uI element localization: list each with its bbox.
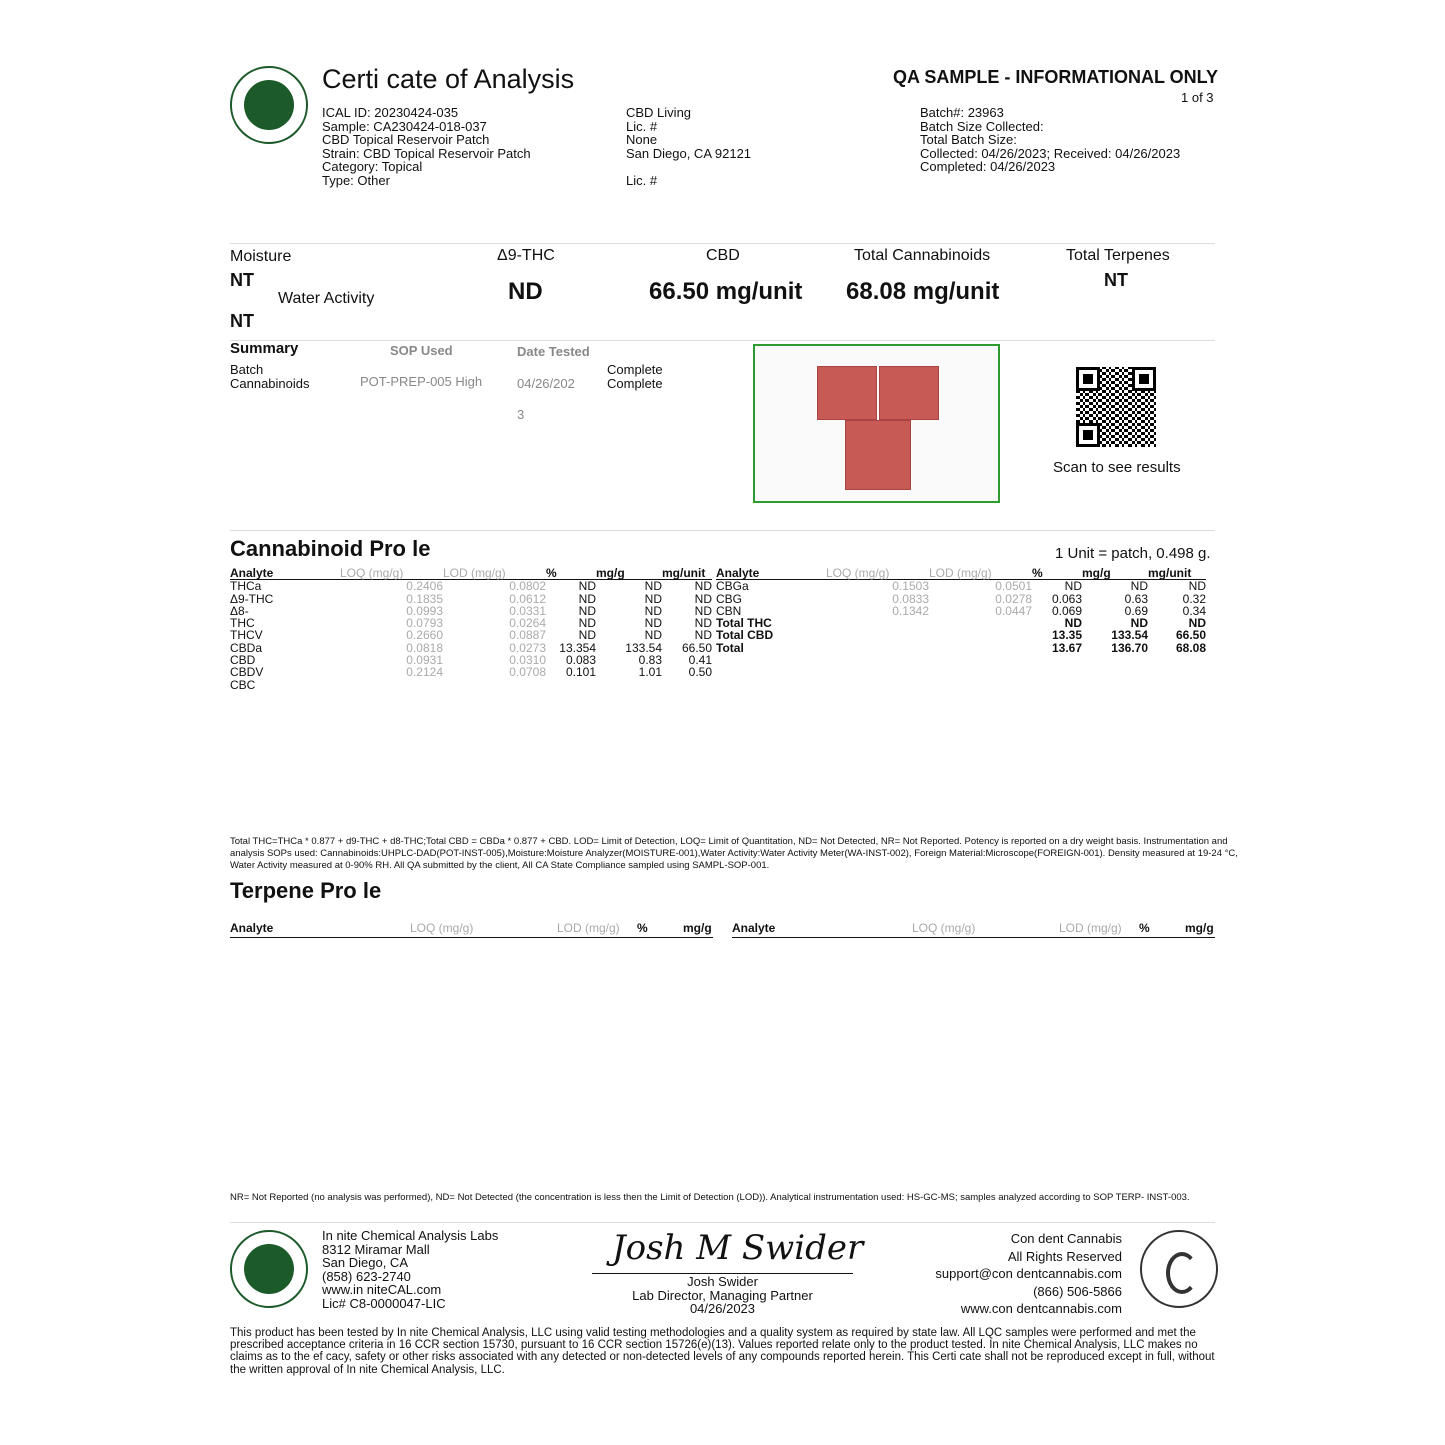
- table-cell: 66.50: [681, 640, 712, 655]
- table-cell: ND: [644, 579, 662, 594]
- table-cell: CBDV: [230, 665, 264, 680]
- summary-title: Summary: [230, 340, 299, 357]
- table-cell: 133.54: [1111, 628, 1148, 643]
- confident-cannabis-seal-icon: [1140, 1230, 1218, 1308]
- table-cell: [662, 679, 712, 691]
- table-cell: 0.1503: [892, 579, 929, 594]
- table-cell: 0.101: [565, 665, 596, 680]
- water-activity-label: Water Activity: [278, 290, 375, 307]
- cannabinoid-table-left: Analyte LOQ (mg/g) LOD (mg/g) % mg/g mg/unit THCa 0.2406 0.0802 ND ND ND Δ9-THC 0.1835 0.0612 ND ND ND Δ8- 0.0993 0.0331 ND ND ND THC 0.0793 0.0264 ND ND ND THCV 0.2660 0.0887 ND ND ND CBDa 0.0818 0.0273 13.354 133.54 66.50 CBD 0.0931 0.0310 0.083 0.83 0.41 CBDV 0.2124 0.0708 0.101 1.01 0.50 CBC: [230, 566, 712, 692]
- table-cell: ND: [1064, 579, 1082, 594]
- table-cell: Total CBD: [716, 628, 774, 643]
- table-cell: ND: [644, 616, 662, 631]
- table-cell: 0.063: [1051, 591, 1082, 606]
- confident-info: Con dent Cannabis All Rights Reserved support@con dentcannabis.com (866) 506-5866 www.con dentcannabis.com: [935, 1231, 1122, 1317]
- table-cell: CBG: [716, 591, 743, 606]
- disclaimer: This product has been tested by In nite Chemical Analysis, LLC using valid testing methodologies and a quality system as required by state law. All LQC samples were performed and met the prescribed acceptance criteria in 16 CCR section 15730, pursuant to 16 CCR section 15726(e)(13). Values reported relate only to the product tested. In nite Chemical Analysis, LLC makes no claims as to the ef cacy, safety or other risks associated with any detected or non-detected levels of any compounds reported herein. This Certi cate shall not be reproduced except in full, without the written approval of In nite Chemical Analysis, LLC.: [230, 1327, 1215, 1376]
- table-cell: THCa: [230, 579, 262, 594]
- table-cell: 0.0310: [509, 653, 546, 668]
- table-cell: 0.0278: [995, 591, 1032, 606]
- table-cell: ND: [644, 603, 662, 618]
- terpene-footnote: NR= Not Reported (no analysis was performed), ND= Not Detected (the concentration is less then the Limit of Detection (LOD)). Analytical instrumentation used: HS-GC-MS; samples analyzed according to SOP TERP- INST-003.: [230, 1192, 1190, 1203]
- table-cell: [826, 642, 929, 654]
- table-cell: 0.0501: [995, 579, 1032, 594]
- table-cell: 0.0273: [509, 640, 546, 655]
- table-cell: ND: [578, 579, 596, 594]
- table-cell: ND: [694, 628, 712, 643]
- signature: Josh M Swider: [612, 1228, 864, 1268]
- table-cell: [546, 679, 596, 691]
- table-cell: 0.1342: [892, 603, 929, 618]
- date-tested-1: 04/26/202: [517, 376, 575, 391]
- signer-info: Josh Swider Lab Director, Managing Partner 04/26/2023: [632, 1274, 813, 1316]
- table-cell: Δ9-THC: [230, 591, 274, 606]
- qr-code-icon[interactable]: [1076, 367, 1156, 447]
- table-cell: ND: [694, 579, 712, 594]
- table-row: [230, 617, 712, 629]
- table-cell: ND: [578, 591, 596, 606]
- total-cannabinoids-value: 68.08 mg/unit: [846, 278, 1000, 305]
- table-cell: 0.32: [1182, 591, 1206, 606]
- table-cell: 0.0331: [509, 603, 546, 618]
- lab-address: In nite Chemical Analysis Labs 8312 Miramar Mall San Diego, CA (858) 623-2740 www.in niteCAL.com Lic# C8-0000047-LIC: [322, 1228, 499, 1311]
- table-cell: ND: [1130, 579, 1148, 594]
- table-row: [230, 580, 712, 593]
- summary-row-labels: Batch Cannabinoids: [230, 362, 310, 391]
- table-cell: ND: [1188, 579, 1206, 594]
- table-cell: 0.0264: [509, 616, 546, 631]
- table-cell: 0.0818: [406, 640, 443, 655]
- batch-info: Batch#: 23963 Batch Size Collected: Total Batch Size: Collected: 04/26/2023; Received: 04/26/2023 Completed: 04/26/2023: [920, 105, 1181, 174]
- table-cell: ND: [578, 628, 596, 643]
- table-row: [230, 629, 712, 641]
- moisture-value: NT: [230, 270, 254, 290]
- table-cell: 1.01: [638, 665, 662, 680]
- cannabinoid-title: Cannabinoid Pro le: [230, 536, 431, 561]
- table-cell: 0.34: [1182, 603, 1206, 618]
- table-cell: CBDa: [230, 640, 263, 655]
- moisture-label: Moisture: [230, 248, 292, 265]
- table-cell: [826, 629, 929, 641]
- table-cell: 0.0793: [406, 616, 443, 631]
- table-cell: ND: [1064, 616, 1082, 631]
- thc-label: Δ9-THC: [497, 247, 555, 264]
- table-cell: 0.0993: [406, 603, 443, 618]
- table-cell: THC: [230, 616, 255, 631]
- table-cell: 0.2660: [406, 628, 443, 643]
- cbd-value: 66.50 mg/unit: [649, 278, 803, 305]
- table-cell: 68.08: [1175, 640, 1206, 655]
- page-number: 1 of 3: [1181, 90, 1214, 105]
- table-cell: ND: [578, 603, 596, 618]
- water-activity-value: NT: [230, 311, 254, 331]
- table-cell: 136.70: [1111, 640, 1148, 655]
- table-cell: [929, 642, 1032, 654]
- table-cell: 0.83: [638, 653, 662, 668]
- table-row: [716, 629, 1206, 641]
- table-cell: 0.0612: [509, 591, 546, 606]
- table-cell: ND: [694, 603, 712, 618]
- qr-caption: Scan to see results: [1053, 459, 1181, 476]
- table-cell: 0.0931: [406, 653, 443, 668]
- table-cell: ND: [644, 591, 662, 606]
- table-cell: 0.083: [565, 653, 596, 668]
- table-cell: 0.63: [1124, 591, 1148, 606]
- table-cell: [826, 617, 929, 629]
- table-cell: CBC: [230, 677, 256, 692]
- table-row: [230, 666, 712, 678]
- date-tested-2: 3: [517, 407, 525, 422]
- total-terpenes-label: Total Terpenes: [1066, 247, 1170, 264]
- table-cell: 13.35: [1051, 628, 1082, 643]
- unit-note: 1 Unit = patch, 0.498 g.: [1055, 545, 1211, 562]
- table-cell: 0.50: [688, 665, 712, 680]
- table-cell: Δ8-: [230, 603, 249, 618]
- thc-value: ND: [508, 278, 543, 305]
- lab-logo: [230, 66, 308, 144]
- table-cell: ND: [1188, 616, 1206, 631]
- table-cell: CBGa: [716, 579, 749, 594]
- table-cell: ND: [1130, 616, 1148, 631]
- table-cell: 13.354: [559, 640, 596, 655]
- date-header: Date Tested: [517, 344, 590, 359]
- table-cell: [340, 679, 443, 691]
- table-cell: 0.0447: [995, 603, 1032, 618]
- terpene-title: Terpene Pro le: [230, 878, 382, 903]
- table-cell: 0.0708: [509, 665, 546, 680]
- table-cell: 0.0802: [509, 579, 546, 594]
- table-cell: [443, 679, 546, 691]
- table-cell: [929, 629, 1032, 641]
- table-cell: 0.41: [688, 653, 712, 668]
- total-cannabinoids-label: Total Cannabinoids: [854, 247, 991, 264]
- table-cell: 133.54: [625, 640, 662, 655]
- table-cell: ND: [694, 616, 712, 631]
- total-terpenes-value: NT: [1104, 270, 1128, 290]
- table-cell: 0.069: [1051, 603, 1082, 618]
- sop-used: POT-PREP-005 High: [360, 374, 483, 389]
- table-cell: 0.69: [1124, 603, 1148, 618]
- page-title: Certi cate of Analysis: [322, 64, 575, 94]
- table-cell: Total: [716, 640, 744, 655]
- table-row: [716, 580, 1206, 593]
- table-cell: CBN: [716, 603, 742, 618]
- table-cell: [596, 679, 662, 691]
- table-cell: 0.0887: [509, 628, 546, 643]
- table-cell: 0.2124: [406, 665, 443, 680]
- table-row: [716, 642, 1206, 654]
- table-row: [230, 593, 712, 605]
- table-cell: Total THC: [716, 616, 772, 631]
- table-cell: ND: [644, 628, 662, 643]
- sop-header: SOP Used: [390, 343, 453, 358]
- cbd-label: CBD: [706, 247, 740, 264]
- table-row: [230, 679, 712, 691]
- sample-info: ICAL ID: 20230424-035 Sample: CA230424-018-037 CBD Topical Reservoir Patch Strain: CBD Topical Reservoir Patch Category: Topical Type: Other: [322, 105, 531, 188]
- client-info: CBD Living Lic. # None San Diego, CA 92121 Lic. #: [626, 105, 752, 188]
- cannabinoid-footnote: Total THC=THCa * 0.877 + d9-THC + d8-THC;Total CBD = CBDa * 0.877 + CBD. LOD= Limit of Detection, LOQ= Limit of Quantitation, ND= Not Detected, NR= Not Reported. Potency is reported on a dry weight basis. Instrumentation and analysis SOPs used: Cannabinoids:UHPLC-DAD(POT-INST-005),Moisture:Moisture Analyzer(MOISTURE-001),Water Activity:Water Activity Meter(WA-INST-002), Foreign Material:Microscope(FOREIGN-001). Density measured at 19-24 °C, Water Activity measured at 0-90% RH. All QA submitted by the client, All CA State Compliance sampled using SAMPL-SOP-001.: [230, 836, 1238, 871]
- table-cell: ND: [578, 616, 596, 631]
- table-cell: 0.0833: [892, 591, 929, 606]
- table-cell: 0.1835: [406, 591, 443, 606]
- table-cell: CBD: [230, 653, 256, 668]
- table-cell: THCV: [230, 628, 263, 643]
- summary-status: Complete Complete: [607, 362, 663, 391]
- footer-lab-logo: [230, 1230, 308, 1308]
- table-cell: 13.67: [1051, 640, 1082, 655]
- table-cell: [929, 617, 1032, 629]
- table-cell: ND: [694, 591, 712, 606]
- product-photo: [753, 344, 1000, 503]
- cannabinoid-table-right: Analyte LOQ (mg/g) LOD (mg/g) % mg/g mg/unit CBGa 0.1503 0.0501 ND ND ND CBG 0.0833 0.0278 0.063 0.63 0.32 CBN 0.1342 0.0447 0.069 0.69 0.34 Total THC ND ND ND Total CBD 13.35 133.54 66.50 Total 13.67 136.70 68.08: [716, 566, 1206, 655]
- table-row: [230, 605, 712, 617]
- table-cell: 66.50: [1175, 628, 1206, 643]
- qa-notice: QA SAMPLE - INFORMATIONAL ONLY: [893, 67, 1219, 87]
- table-cell: 0.2406: [406, 579, 443, 594]
